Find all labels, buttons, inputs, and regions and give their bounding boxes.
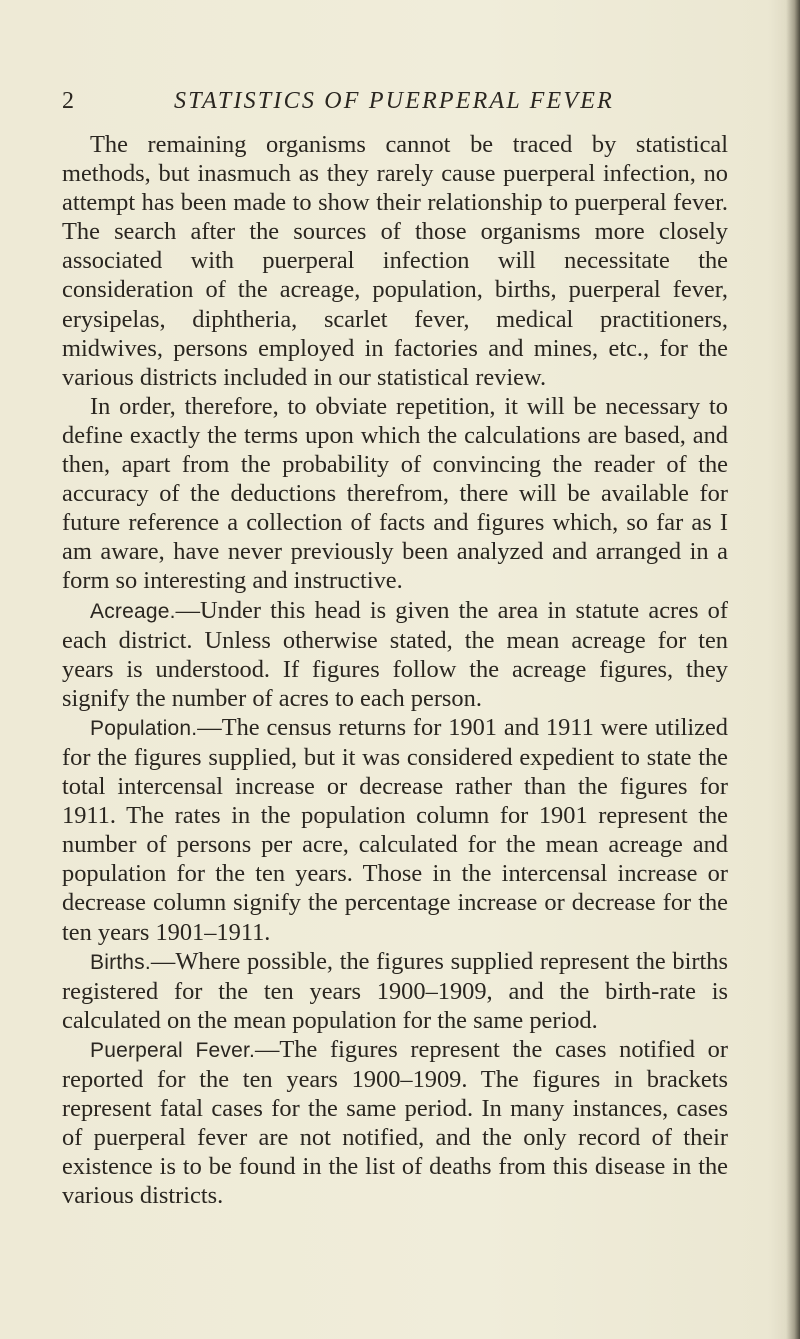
paragraph-text: The remaining organisms cannot be traced by statistical methods, but inasmuch as they rarely cause puerperal infection, no attempt has been made to show their relationship to puerperal fever. The search after the sources of those organisms more closely associated with puerperal infection will necessitate the consideration of the acreage, population, births, puerperal fever, erysipelas, diphtheria, scarlet fever, medical practitioners, midwives, persons employed in factories and mines, etc., for the various districts included in our statistical review. — [62, 131, 728, 391]
body-text — [62, 130, 728, 1210]
run-in-heading: Population. — [90, 716, 198, 740]
run-in-heading: Puerperal Fever. — [90, 1038, 256, 1062]
paragraph-text: In order, therefore, to obviate repetition, it will be necessary to define exactly the terms upon which the calculations are based, and then, apart from the probability of convincing the reader of the accuracy of the deductions therefrom, there will be available for future reference a collection of facts and figures which, so far as I am aware, have never previously been analyzed and arranged in a form so interesting and instructive. — [62, 392, 728, 595]
paragraph-text: —The census returns for 1901 and 1911 were utilized for the figures supplied, but it was considered expedient to state the total intercensal increase or decrease rather than the figures for 1911. The rates in the population column for 1901 represent the number of persons per acre, calculated for the mean acreage and population for the ten years. Those in the intercensal increase or decrease column signify the percentage increase or decrease for the ten years 1901–1911. — [62, 713, 728, 946]
run-in-heading: Births. — [90, 950, 151, 974]
paragraph-population — [62, 713, 728, 947]
page-number: 2 — [62, 88, 74, 114]
paragraph — [62, 130, 728, 392]
running-title: STATISTICS OF PUERPERAL FEVER — [174, 88, 614, 114]
paragraph-text: —Under this head is given the area in statute acres of each district. Unless otherwise stated, the mean acreage for ten years is understood. If figures follow the acreage figures, they signify the number of acres to each person. — [62, 596, 728, 712]
running-header — [62, 86, 732, 120]
paragraph-acreage — [62, 596, 728, 713]
paragraph-births — [62, 947, 728, 1035]
paragraph-text: —The figures represent the cases notified or reported for the ten years 1900–1909. The figures in brackets represent fatal cases for the same period. In many instances, cases of puerperal fever are not notified, and the only record of their existence is to be found in the list of deaths from this disease in the various districts. — [62, 1035, 728, 1210]
paragraph-text: —Where possible, the figures supplied represent the births registered for the ten years 1900–1909, and the birth-rate is calculated on the mean population for the same period. — [62, 947, 728, 1034]
paragraph — [62, 392, 728, 596]
run-in-heading: Acreage. — [90, 599, 176, 623]
page-edge-shadow — [786, 0, 800, 1339]
paragraph-puerperal-fever — [62, 1035, 728, 1211]
